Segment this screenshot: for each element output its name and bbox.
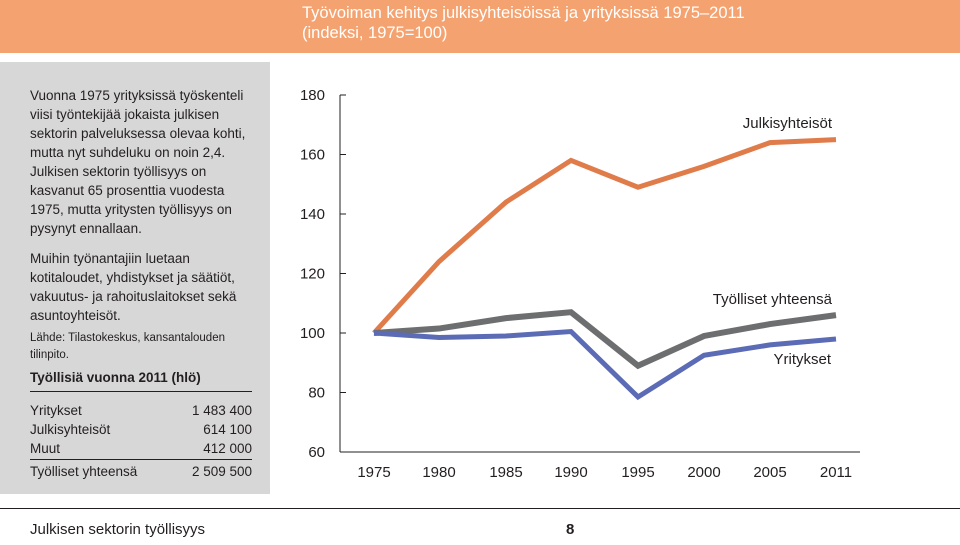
page-number: 8 xyxy=(566,521,575,538)
x-tick-label: 1975 xyxy=(357,464,391,481)
x-tick-label: 2000 xyxy=(687,464,721,481)
x-tick-label: 2005 xyxy=(753,464,787,481)
table-row-value: 412 000 xyxy=(203,441,252,456)
x-tick-label: 1995 xyxy=(621,464,655,481)
sidebar-paragraph-2: Muihin työnantajiin luetaan kotitaloudet, yhdistykset ja säätiöt, vakuutus- ja rahoituslaitokset sekä asuntoyhteisöt. xyxy=(30,251,237,323)
y-tick-label: 140 xyxy=(299,206,325,223)
y-tick-label: 160 xyxy=(299,146,325,164)
sidebar-paragraph-1: Vuonna 1975 yrityksissä työskenteli viisi työntekijää jokaista julkisen sektorin palveluksessa olevaa kohti, mutta nyt suhdeluku on noin 2,4. Julkisen sektorin työllisyys on kasvanut 65 prosenttia vuodesta 1975, mutta yritysten työllisyys on pysynyt ennallaan. xyxy=(30,88,246,236)
y-tick-labels xyxy=(300,87,325,461)
table-total-value: 2 509 500 xyxy=(191,464,252,479)
series-label: Yritykset xyxy=(773,351,831,368)
table-row-label: Yritykset xyxy=(30,403,82,418)
chart-axes xyxy=(340,95,860,452)
y-tick-label: 100 xyxy=(299,325,325,342)
x-tick-label: 2011 xyxy=(819,464,853,481)
y-tick-label: 60 xyxy=(308,444,325,461)
table-row-value: 1 483 400 xyxy=(191,403,252,418)
table-row-value: 614 100 xyxy=(203,422,252,437)
y-tick-label: 80 xyxy=(308,384,325,402)
footer-rule xyxy=(0,508,960,509)
x-tick-label: 1990 xyxy=(554,464,588,481)
table-title: Työllisiä vuonna 2011 (hlö) xyxy=(30,370,201,385)
table-total-label: Työlliset yhteensä xyxy=(30,464,138,479)
series-label: Työlliset yhteensä xyxy=(712,291,832,308)
chart-title-line2: (indeksi, 1975=100) xyxy=(302,24,448,42)
y-tick-label: 120 xyxy=(299,265,325,283)
y-tick-label: 180 xyxy=(299,87,325,104)
series-label: Julkisyhteisöt xyxy=(742,115,832,132)
source-note: Lähde: Tilastokeskus, kansantalouden tilinpito. xyxy=(30,332,225,361)
series-lines xyxy=(374,140,836,397)
table-row-label: Muut xyxy=(30,441,61,456)
x-tick-label: 1985 xyxy=(489,464,523,481)
table-row-label: Julkisyhteisöt xyxy=(30,422,111,437)
chart-title-line1: Työvoiman kehitys julkisyhteisöissä ja yrityksissä 1975–2011 xyxy=(302,4,745,22)
footer-title: Julkisen sektorin työllisyys xyxy=(30,521,206,538)
x-tick-label: 1980 xyxy=(422,464,456,481)
x-tick-labels xyxy=(357,464,852,481)
